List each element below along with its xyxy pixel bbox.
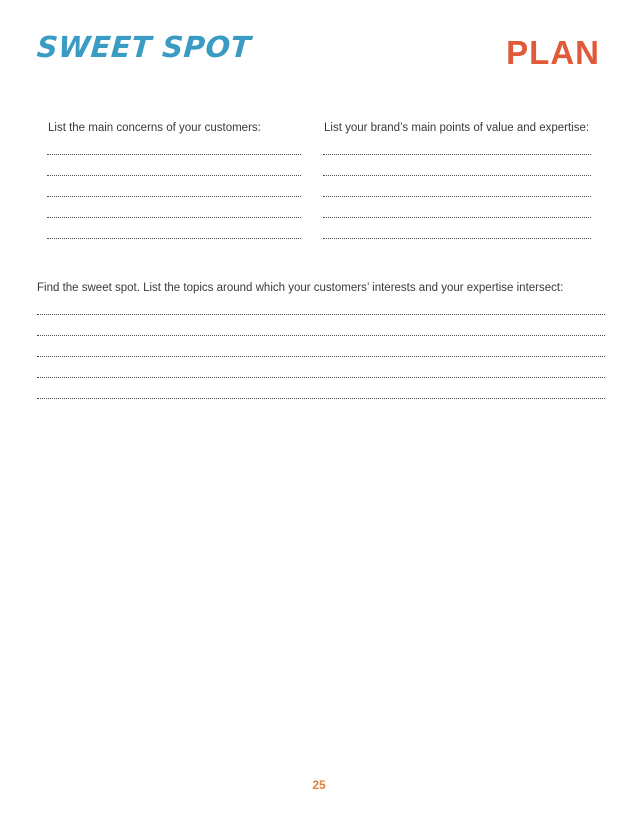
right-answer-line[interactable] [323,217,591,218]
sweet-spot-answer-line[interactable] [37,314,605,315]
sweet-spot-answer-line[interactable] [37,356,605,357]
left-answer-line[interactable] [47,175,301,176]
left-answer-line[interactable] [47,238,301,239]
left-column-prompt: List the main concerns of your customers: [48,122,261,134]
page-title: SWEET SPOT [35,30,253,64]
right-answer-line[interactable] [323,154,591,155]
section-tag: PLAN [506,34,600,71]
left-answer-line[interactable] [47,196,301,197]
right-answer-line[interactable] [323,238,591,239]
page-number: 25 [312,778,326,792]
sweet-spot-answer-line[interactable] [37,335,605,336]
left-answer-line[interactable] [47,154,301,155]
sweet-spot-prompt: Find the sweet spot. List the topics around which your customers’ interests and your expertise intersect: [37,282,564,294]
right-answer-line[interactable] [323,196,591,197]
sweet-spot-answer-line[interactable] [37,398,605,399]
right-column-prompt: List your brand’s main points of value and expertise: [324,122,590,134]
sweet-spot-answer-line[interactable] [37,377,605,378]
left-answer-line[interactable] [47,217,301,218]
right-answer-line[interactable] [323,175,591,176]
